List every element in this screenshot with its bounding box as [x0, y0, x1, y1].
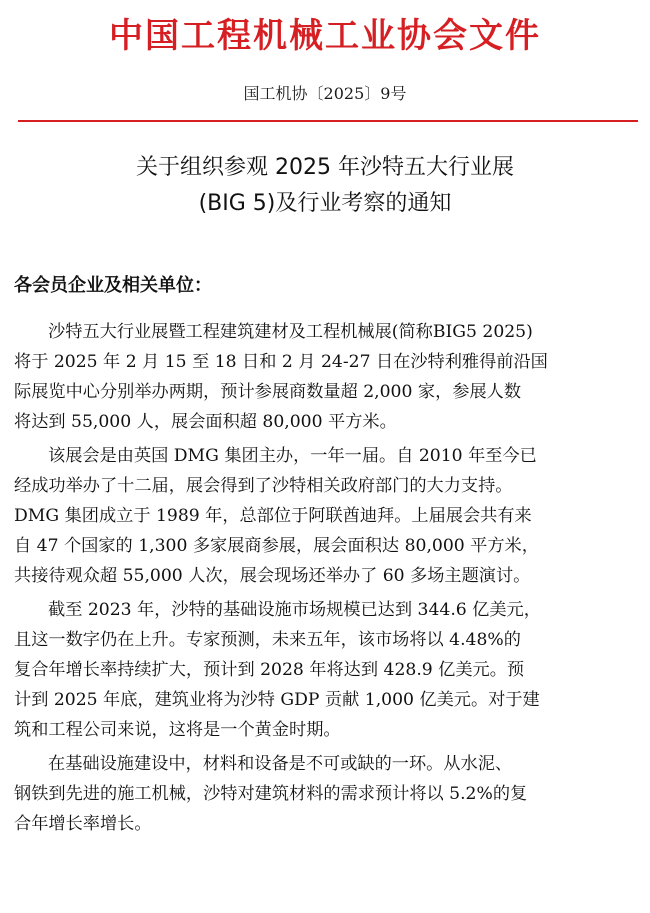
document-body — [14, 317, 638, 843]
paragraph-line: 合年增长率增长。 — [14, 814, 152, 834]
organization-title: 中国工程机械工业协会文件 — [109, 16, 541, 56]
paragraph-line: 经成功举办了十二届，展会得到了沙特相关政府部门的大力支持。 — [14, 476, 513, 496]
paragraph-line: 自 47 个国家的 1,300 多家展商参展，展会面积达 80,000 平方米， — [14, 536, 539, 556]
paragraph-line: 共接待观众超 55,000 人次，展会现场还举办了 60 多场主题演讨。 — [14, 566, 531, 586]
paragraph-4 — [14, 749, 638, 839]
notice-title-line-2: (BIG 5)及行业考察的通知 — [198, 191, 452, 216]
paragraph-3 — [14, 595, 638, 745]
paragraph-line: 将于 2025 年 2 月 15 至 18 日和 2 月 24-27 日在沙特利雅得前沿国 — [14, 352, 548, 372]
paragraph-line: 沙特五大行业展暨工程建筑建材及工程机械展(简称BIG5 2025) — [48, 322, 533, 342]
paragraph-line: DMG 集团成立于 1989 年，总部位于阿联酋迪拜。上届展会共有来 — [14, 506, 532, 526]
notice-title — [0, 150, 650, 222]
paragraph-line: 复合年增长率持续扩大，预计到 2028 年将达到 428.9 亿美元。预 — [14, 660, 525, 680]
paragraph-line: 筑和工程公司来说，这将是一个黄金时期。 — [14, 720, 341, 740]
notice-title-line-1: 关于组织参观 2025 年沙特五大行业展 — [136, 155, 514, 180]
salutation: 各会员企业及相关单位： — [14, 275, 212, 296]
red-divider-line — [18, 120, 638, 122]
document-number: 国工机协〔2025〕9号 — [243, 84, 407, 103]
paragraph-line: 截至 2023 年，沙特的基础设施市场规模已达到 344.6 亿美元， — [48, 600, 541, 620]
paragraph-line: 际展览中心分别举办两期，预计参展商数量超 2,000 家，参展人数 — [14, 382, 522, 402]
paragraph-1 — [14, 317, 638, 437]
paragraph-line: 计到 2025 年底，建筑业将为沙特 GDP 贡献 1,000 亿美元。对于建 — [14, 690, 540, 710]
paragraph-line: 该展会是由英国 DMG 集团主办，一年一届。自 2010 年至今已 — [48, 446, 537, 466]
paragraph-line: 将达到 55,000 人，展会面积超 80,000 平方米。 — [14, 412, 397, 432]
paragraph-line: 且这一数字仍在上升。专家预测，未来五年，该市场将以 4.48%的 — [14, 630, 521, 650]
paragraph-line: 在基础设施建设中，材料和设备是不可或缺的一环。从水泥、 — [48, 754, 513, 774]
paragraph-2 — [14, 441, 638, 591]
paragraph-line: 钢铁到先进的施工机械，沙特对建筑材料的需求预计将以 5.2%的复 — [14, 784, 528, 804]
